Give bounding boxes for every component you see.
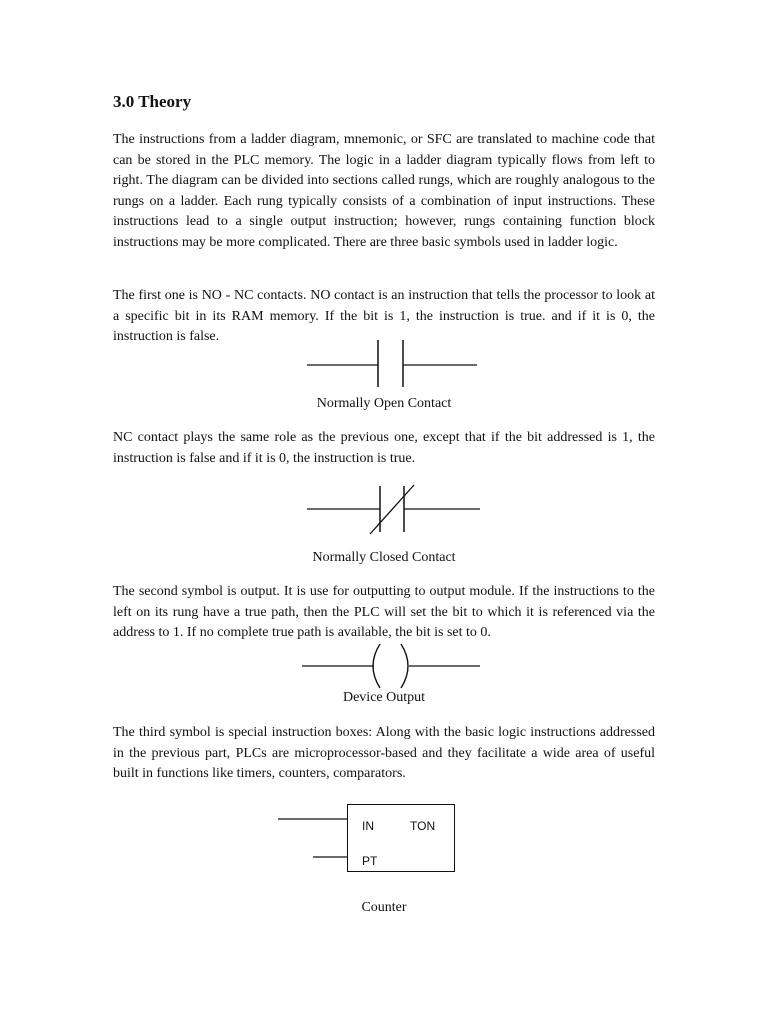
paragraph-contacts: The first one is NO - NC contacts. NO contact is an instruction that tells the processor to look at a specific bit in its RAM memory. If the bit is 1, the instruction is true. and if it is 0, the instruction is false. (113, 288, 655, 344)
caption-normally-open: Normally Open Contact (316, 396, 452, 411)
caption-device-output: Device Output (342, 690, 426, 705)
normally-closed-contact-symbol (0, 482, 768, 542)
paragraph-nc-contact: NC contact plays the same role as the previous one, except that if the bit addressed is 1, the instruction is false and if it is 0, the instruction is true. (113, 430, 655, 466)
timer-in-label: IN (362, 819, 374, 833)
caption-counter: Counter (361, 900, 407, 915)
timer-pt-label: PT (362, 854, 378, 868)
normally-open-contact-symbol (0, 335, 768, 395)
paragraph-intro: The instructions from a ladder diagram, mnemonic, or SFC are translated to machine code that can be stored in the PLC memory. The logic in a ladder diagram typically flows from left to right. The diagram can be divided into sections called rungs, which are roughly analogous to the rungs on a ladder. Each rung typically consists of a combination of input instructions. These instructions lead to a single output instruction; however, rungs containing function block instructions may be more complicated. There are three basic symbols used in ladder logic. (113, 132, 655, 250)
timer-ton-label: TON (410, 819, 436, 833)
device-output-symbol (0, 640, 768, 692)
section-heading: 3.0 Theory (113, 92, 192, 111)
paragraph-output: The second symbol is output. It is use for outputting to output module. If the instructions to the left on its rung have a true path, then the PLC will set the bit to which it is referenced via the address to 1. If no complete true path is available, the bit is set to 0. (113, 584, 655, 640)
timer-instruction-box (347, 804, 455, 872)
caption-normally-closed: Normally Closed Contact (312, 550, 456, 565)
paragraph-special: The third symbol is special instruction boxes: Along with the basic logic instructions addressed in the previous part, PLCs are microprocessor-based and they facilitate a wide area of useful built in functions like timers, counters, comparators. (113, 725, 655, 781)
